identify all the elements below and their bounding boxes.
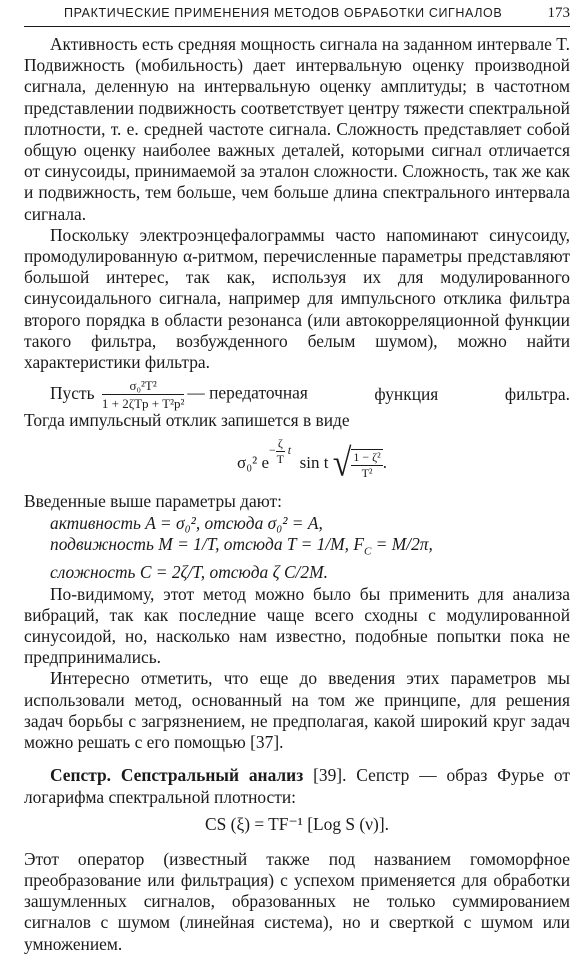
param-complexity bbox=[50, 562, 570, 583]
page-number: 173 bbox=[547, 5, 570, 21]
transfer-function-line bbox=[24, 379, 570, 410]
exponent-variable: t bbox=[287, 443, 292, 458]
param-mobility bbox=[50, 534, 570, 563]
paragraph-eeg: Поскольку электроэнцефалограммы часто напоминают синусоиду, промодулированную α-ритмом, перечисленные параметры представляют большой интерес, так как, используя их для модулированного синусоидального сигнала, например для импульсного отклика фильтра второго порядка в области резонанса (или автокорреляционной функции такого фильтра, возбужденного белым шумом), можно найти характеристики фильтра. bbox=[24, 224, 570, 373]
paragraph-impulse-intro: Тогда импульсный отклик запишется в виде bbox=[24, 410, 350, 431]
impulse-response-formula bbox=[54, 436, 570, 486]
param-complexity-formula: C = 2ζ/T, отсюда ζ C/2M. bbox=[139, 562, 328, 583]
param-mobility-subscript: C bbox=[363, 545, 372, 558]
impulse-end: . bbox=[382, 453, 387, 473]
param-activity-name: активность bbox=[50, 512, 141, 533]
param-complexity-name: сложность bbox=[50, 562, 136, 583]
exponent-denominator: T bbox=[276, 452, 284, 467]
transfer-word-1: передаточная bbox=[209, 382, 308, 403]
paragraph-cepstrum bbox=[24, 765, 570, 807]
transfer-fraction bbox=[102, 379, 185, 410]
paragraph-vibration: По-видимому, этот метод можно было бы применить для анализа вибраций, так как последние чаще всего сходны с модулированной синусоидой, но, насколько нам известно, подобные попытки пока не предпринимались. bbox=[24, 583, 570, 668]
cepstrum-heading: Сепстр. Сепстральный анализ bbox=[50, 765, 304, 786]
transfer-dash: — bbox=[187, 382, 205, 403]
transfer-word-3: фильтра. bbox=[504, 384, 570, 405]
header-rule bbox=[24, 26, 570, 27]
transfer-lead: Пусть bbox=[50, 382, 95, 403]
paragraph-homomorphic: Этот оператор (известный также под названием гомоморфное преобразование или фильтрация) с успехом применяется для обработки зашумленных сигналов, образованных не только суммированием сигналов с шумом (линейная система), но и сверткой с шумом или умножением. bbox=[24, 848, 570, 954]
paragraph-params-intro: Введенные выше параметры дают: bbox=[24, 491, 282, 512]
param-mobility-formula-tail: = M/2π, bbox=[371, 533, 433, 554]
param-mobility-name: подвижность bbox=[50, 533, 154, 554]
radicand-fraction bbox=[351, 451, 382, 479]
param-activity-formula: A = σ₀², отсюда σ₀² = A, bbox=[145, 512, 323, 533]
running-header bbox=[24, 6, 570, 28]
exponent-numerator: ζ bbox=[277, 436, 283, 451]
transfer-denominator: 1 + 2ζTp + T²p² bbox=[101, 396, 185, 412]
impulse-sin: sin t bbox=[299, 453, 329, 473]
params-list bbox=[24, 513, 570, 584]
radicand bbox=[351, 449, 382, 479]
cepstrum-formula: CS (ξ) = TF⁻¹ [Log S (ν)]. bbox=[205, 813, 389, 834]
transfer-numerator: σ₀²T² bbox=[102, 379, 185, 395]
param-activity bbox=[50, 513, 570, 534]
paragraph-activity: Активность есть средняя мощность сигнала на заданном интервале T. Подвижность (мобильность) дает интервальную оценку производной сигнала, деленную на интервальную оценку амплитуды; в частотном представлении подвижность соответствует центру тяжести спектральной плотности, т. е. средней частоте сигнала. Сложность представляет собой общую оценку наиболее важных деталей, которыми сигнал отличается от синусоиды, принимаемой за эталон сложности. Сложность, так же как и подвижность, тем больше, чем больше длина спектрального интервала сигнала. bbox=[24, 34, 570, 224]
impulse-exponent bbox=[269, 437, 291, 465]
header-title: ПРАКТИЧЕСКИЕ ПРИМЕНЕНИЯ МЕТОДОВ ОБРАБОТКИ СИГНАЛОВ bbox=[64, 6, 503, 20]
radical-sign: √ bbox=[332, 442, 352, 486]
radicand-denominator: T² bbox=[361, 465, 373, 480]
cepstrum-text: [39]. Сепстр — образ Фурье от логарифма спектральной плотности: bbox=[24, 765, 570, 807]
impulse-sigma: σ₀² e bbox=[237, 453, 270, 473]
exponent-sign: − bbox=[269, 443, 276, 458]
exponent-fraction bbox=[276, 437, 285, 465]
paragraph-pollution: Интересно отметить, что еще до введения этих параметров мы использовали метод, основанный на том же принципе, для решения задач борьбы с загрязнением, не предполагая, какой широкий круг задач можно решать с его помощью [37]. bbox=[24, 668, 570, 753]
transfer-word-2: функция bbox=[374, 384, 439, 405]
radicand-numerator: 1 − ζ² bbox=[353, 450, 381, 465]
param-mobility-formula: M = 1/T, отсюда T = 1/M, F bbox=[158, 533, 364, 554]
page-body bbox=[24, 34, 570, 955]
